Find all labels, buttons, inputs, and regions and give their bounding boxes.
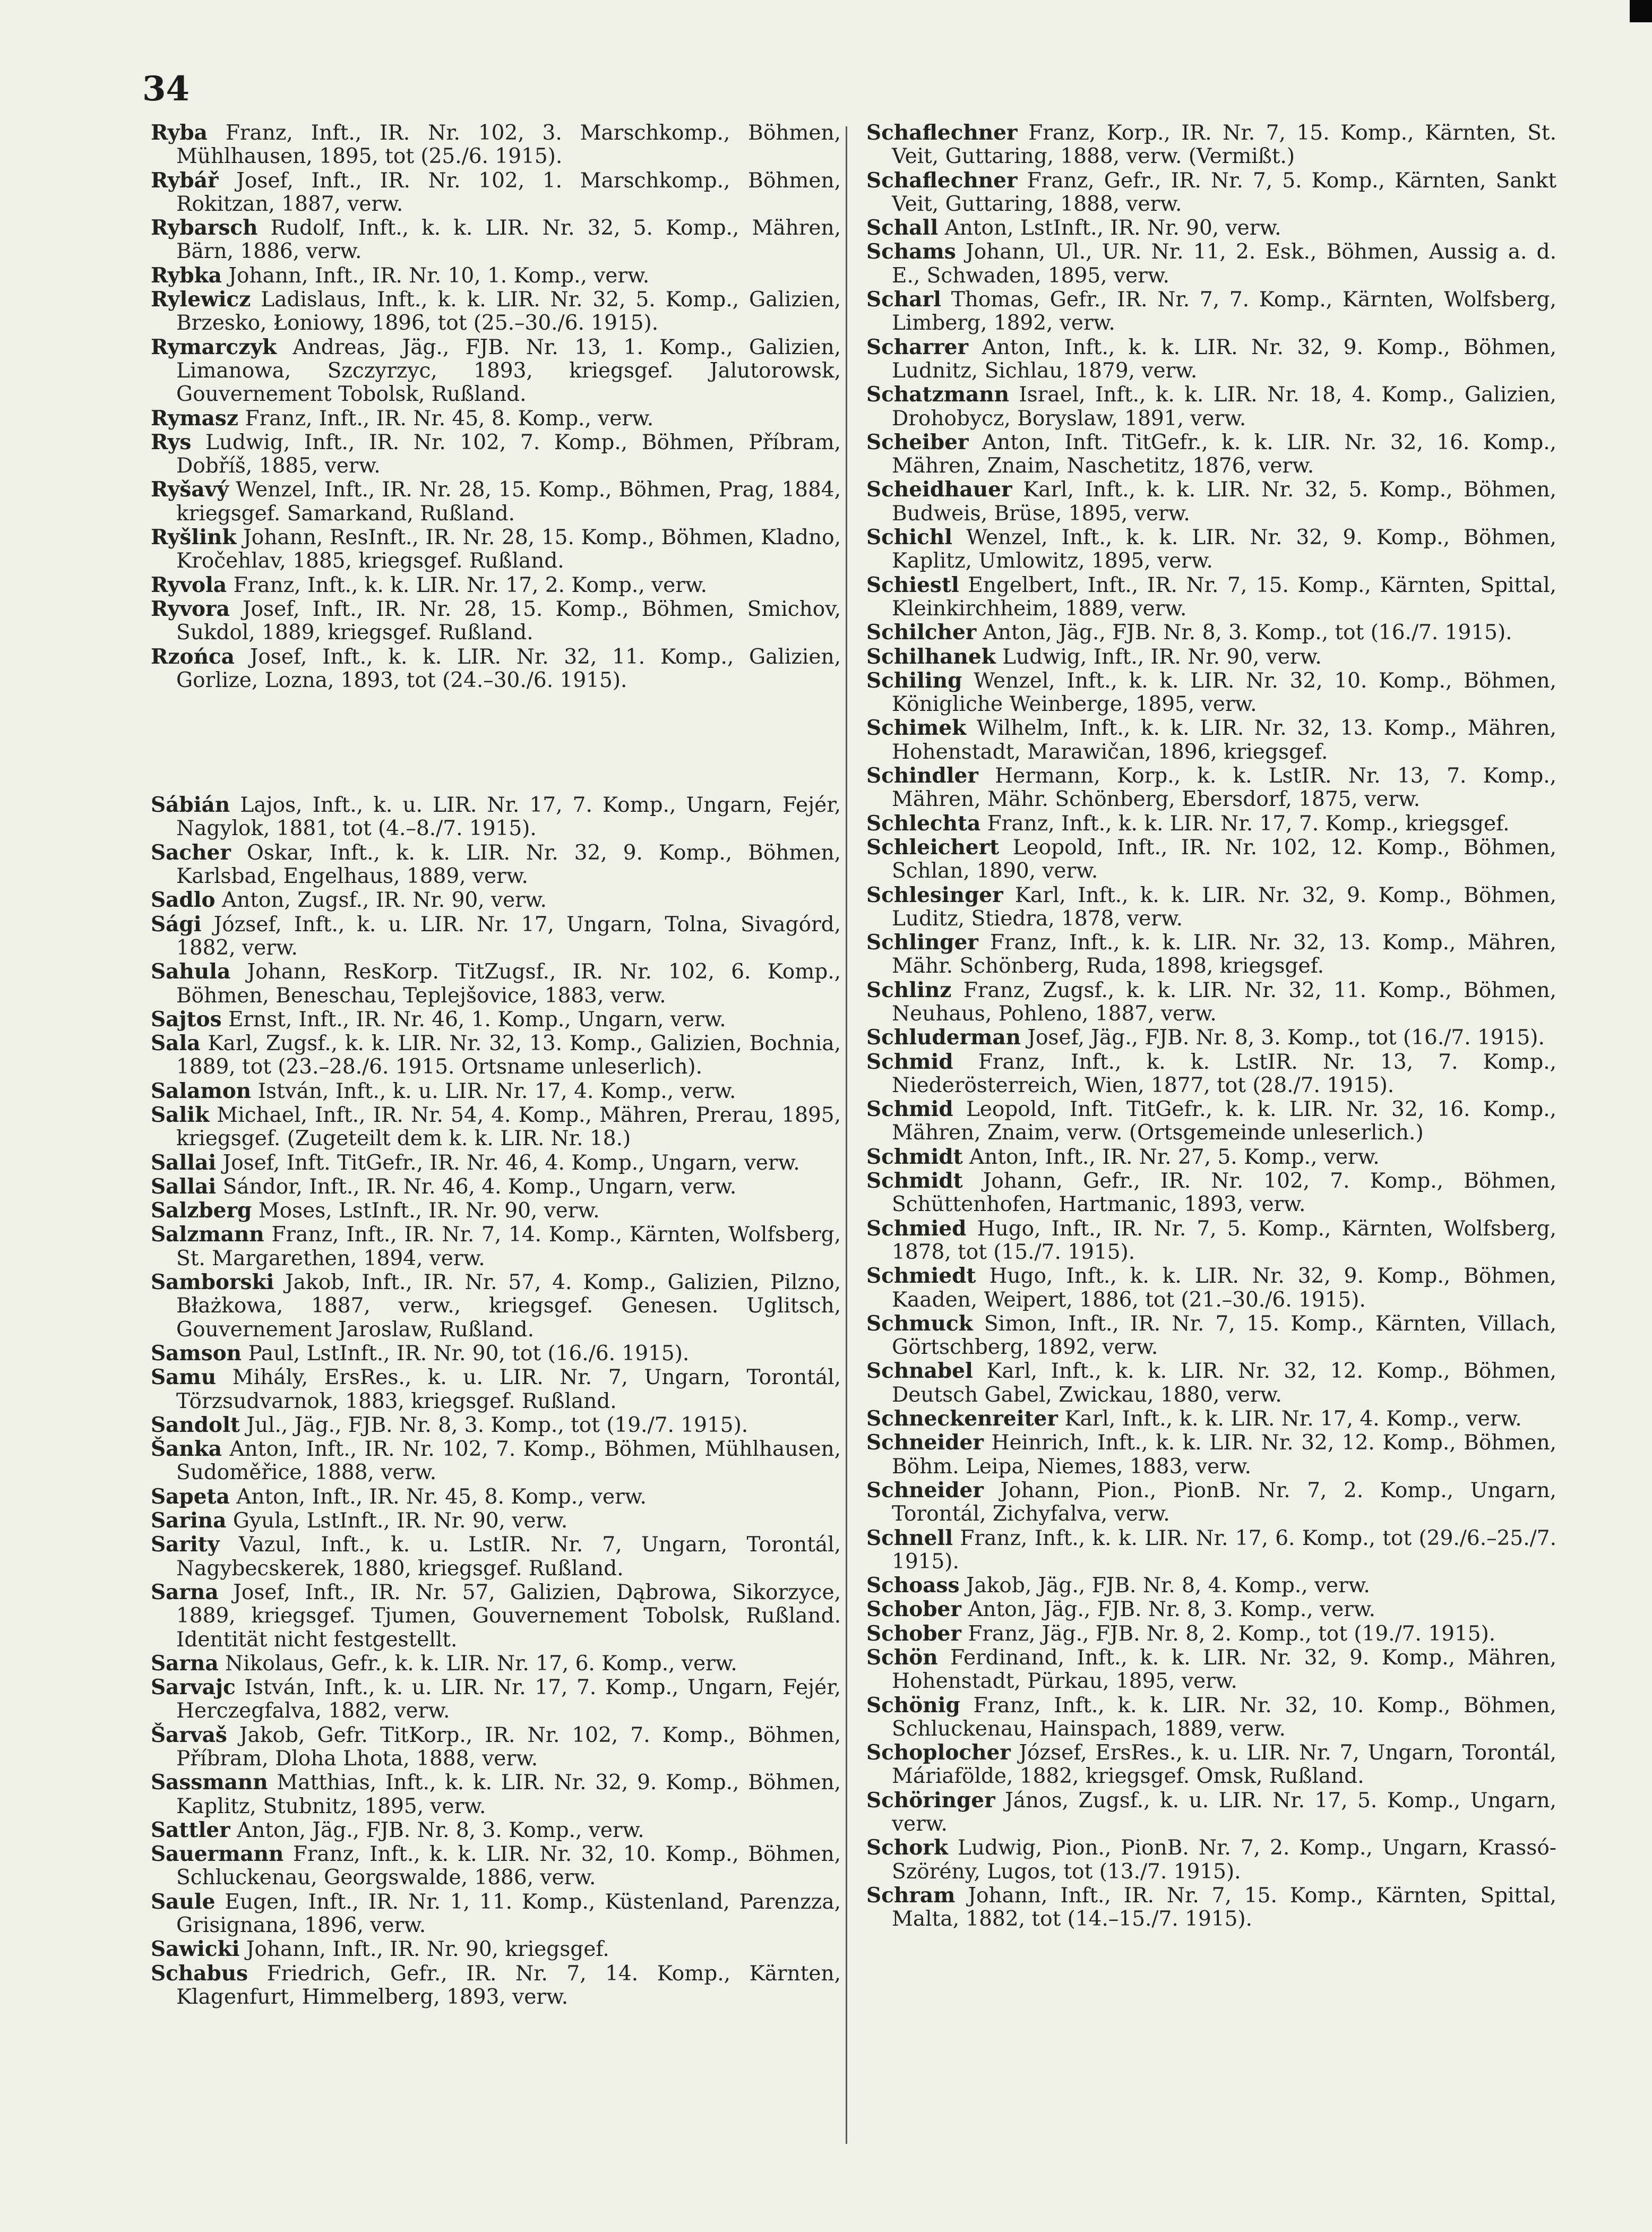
entry-surname: Salik [151, 1102, 210, 1127]
register-entry [866, 1407, 1556, 1431]
register-entry [866, 1598, 1556, 1621]
entry-details: Jakob, Jäg., FJB. Nr. 8, 4. Komp., verw. [966, 1574, 1370, 1598]
entry-details: Anton, Jäg., FJB. Nr. 8, 3. Komp., verw. [237, 1818, 644, 1842]
entry-details: Josef, Inft., IR. Nr. 57, Galizien, Dąbrowa, Sikorzyce, 1889, kriegsgef. Tjumen, Gouvernement Tobolsk, Rußland. Identität nicht festgestellt. [176, 1580, 841, 1652]
entry-surname: Schmied [866, 1216, 967, 1241]
register-entry [151, 1937, 841, 1961]
entry-details: Lajos, Inft., k. u. LIR. Nr. 17, 7. Komp., Ungarn, Fejér, Nagylok, 1881, tot (4.–8./7. 1915). [176, 793, 841, 841]
entry-details: Anton, Inft., IR. Nr. 45, 8. Komp., verw. [236, 1484, 647, 1509]
register-entry [151, 1079, 841, 1103]
entry-surname: Rzońca [151, 644, 235, 669]
register-entry [151, 1533, 841, 1581]
entry-surname: Schluderman [866, 1025, 1021, 1050]
entry-details: Johann, Ul., UR. Nr. 11, 2. Esk., Böhmen, Aussig a. d. E., Schwaden, 1895, verw. [892, 240, 1556, 288]
entry-surname: Sarna [151, 1651, 219, 1676]
register-entry [151, 1771, 841, 1818]
entry-details: Johann, ResInft., IR. Nr. 28, 15. Komp., Böhmen, Kladno, Kročehlav, 1885, kriegsgef. Rußland. [176, 526, 841, 573]
register-entry [866, 978, 1556, 1026]
entry-details: Leopold, Inft., IR. Nr. 102, 12. Komp., Böhmen, Schlan, 1890, verw. [892, 835, 1556, 883]
register-entry [151, 1485, 841, 1509]
entry-surname: Schneider [866, 1430, 984, 1455]
entry-details: Friedrich, Gefr., IR. Nr. 7, 14. Komp., Kärnten, Klagenfurt, Himmelberg, 1893, verw. [176, 1961, 841, 2009]
entry-details: Franz, Zugsf., k. k. LIR. Nr. 32, 11. Komp., Böhmen, Neuhaus, Pohleno, 1887, verw. [892, 978, 1556, 1026]
entry-details: Franz, Korp., IR. Nr. 7, 15. Komp., Kärnten, St. Veit, Guttaring, 1888, verw. (Vermißt.) [892, 121, 1556, 169]
entry-details: Franz, Inft., k. k. LIR. Nr. 17, 7. Komp., kriegsgef. [987, 811, 1510, 836]
register-entry [866, 526, 1556, 573]
entry-surname: Schlesinger [866, 882, 1003, 907]
entry-surname: Schatzmann [866, 382, 1009, 407]
register-entry [151, 1199, 841, 1223]
entry-details: Rudolf, Inft., k. k. LIR. Nr. 32, 5. Komp., Mähren, Bärn, 1886, verw. [176, 216, 841, 264]
register-entry [866, 336, 1556, 383]
entry-details: Franz, Gefr., IR. Nr. 7, 5. Komp., Kärnten, Sankt Veit, Guttaring, 1888, verw. [892, 168, 1556, 216]
entry-details: Engelbert, Inft., IR. Nr. 7, 15. Komp., Kärnten, Spittal, Kleinkirchheim, 1889, verw. [892, 573, 1556, 621]
entry-details: Gyula, LstInft., IR. Nr. 90, verw. [233, 1509, 568, 1533]
entry-details: Josef, Inft., IR. Nr. 102, 1. Marschkomp., Böhmen, Rokitzan, 1887, verw. [176, 168, 841, 216]
entry-details: Matthias, Inft., k. k. LIR. Nr. 32, 9. Komp., Böhmen, Kaplitz, Stubnitz, 1895, verw. [176, 1771, 841, 1818]
entry-details: Paul, LstInft., IR. Nr. 90, tot (16./6. 1915). [248, 1341, 690, 1366]
register-entry [866, 1097, 1556, 1145]
entry-surname: Sandolt [151, 1412, 240, 1437]
entry-details: Nikolaus, Gefr., k. k. LIR. Nr. 17, 6. Komp., verw. [225, 1651, 737, 1676]
entry-details: Michael, Inft., IR. Nr. 54, 4. Komp., Mähren, Prerau, 1895, kriegsgef. (Zugeteilt dem k. k. LIR. Nr. 18.) [176, 1103, 841, 1151]
entry-details: Thomas, Gefr., IR. Nr. 7, 7. Komp., Kärnten, Wolfsberg, Limberg, 1892, verw. [892, 288, 1556, 336]
entry-details: Franz, Inft., IR. Nr. 102, 3. Marschkomp., Böhmen, Mühlhausen, 1895, tot (25./6. 1915). [176, 121, 841, 169]
register-entry [866, 931, 1556, 978]
entry-surname: Schön [866, 1645, 938, 1670]
entry-surname: Ryšavý [151, 477, 229, 502]
entry-details: Franz, Inft., k. k. LstIR. Nr. 13, 7. Komp., Niederösterreich, Wien, 1877, tot (28./7. 1915). [892, 1050, 1556, 1097]
entry-details: Heinrich, Inft., k. k. LIR. Nr. 32, 12. Komp., Böhmen, Böhm. Leipa, Niemes, 1883, verw. [892, 1431, 1556, 1479]
left-column [151, 121, 841, 2009]
register-entry [151, 121, 841, 169]
entry-surname: Schlinger [866, 930, 978, 955]
entry-surname: Sallai [151, 1150, 217, 1175]
entry-details: Ferdinand, Inft., k. k. LIR. Nr. 32, 9. Komp., Mähren, Hohenstadt, Pürkau, 1895, verw. [892, 1646, 1556, 1694]
entry-details: Israel, Inft., k. k. LIR. Nr. 18, 4. Komp., Galizien, Drohobycz, Boryslaw, 1891, verw. [892, 383, 1556, 431]
page-number: 34 [142, 69, 190, 109]
register-entry [866, 1026, 1556, 1050]
entry-surname: Sarvajc [151, 1675, 236, 1700]
entry-surname: Sallai [151, 1174, 217, 1199]
entry-details: Simon, Inft., IR. Nr. 7, 15. Komp., Kärnten, Villach, Görtschberg, 1892, verw. [892, 1311, 1556, 1360]
register-entry [866, 1646, 1556, 1694]
entry-details: János, Zugsf., k. u. LIR. Nr. 17, 5. Komp., Ungarn, verw. [892, 1788, 1556, 1836]
entry-surname: Scharrer [866, 334, 968, 359]
entry-details: Jakob, Gefr. TitKorp., IR. Nr. 102, 7. Komp., Böhmen, Příbram, Dloha Lhota, 1888, verw. [176, 1723, 841, 1771]
entry-surname: Sadlo [151, 888, 216, 913]
register-entry [866, 621, 1556, 645]
register-entry [151, 336, 841, 407]
entry-surname: Schiling [866, 668, 962, 693]
register-entry [151, 264, 841, 288]
register-entry [151, 888, 841, 912]
register-entry [866, 240, 1556, 288]
entry-surname: Sala [151, 1031, 201, 1056]
register-entry [151, 793, 841, 841]
register-entry [866, 573, 1556, 621]
entry-details: Anton, LstInft., IR. Nr. 90, verw. [944, 216, 1281, 241]
entry-surname: Schaflechner [866, 121, 1018, 145]
entry-details: Wilhelm, Inft., k. k. LIR. Nr. 32, 13. Komp., Mähren, Hohenstadt, Marawičan, 1896, kriegsgef. [892, 716, 1556, 764]
entry-details: Anton, Zugsf., IR. Nr. 90, verw. [221, 888, 547, 913]
entry-surname: Schichl [866, 525, 952, 550]
entry-details: Wenzel, Inft., k. k. LIR. Nr. 32, 10. Komp., Böhmen, Königliche Weinberge, 1895, verw. [892, 668, 1556, 717]
entry-details: Anton, Inft., k. k. LIR. Nr. 32, 9. Komp., Böhmen, Ludnitz, Sichlau, 1879, verw. [892, 335, 1557, 383]
register-entry [866, 1145, 1556, 1169]
register-entry [866, 1431, 1556, 1479]
entry-surname: Schober [866, 1621, 961, 1646]
register-entry [151, 1818, 841, 1842]
entry-surname: Rybarsch [151, 216, 258, 241]
register-entry [151, 1342, 841, 1366]
entry-surname: Rymarczyk [151, 334, 277, 359]
entry-details: Sándor, Inft., IR. Nr. 46, 4. Komp., Ungarn, verw. [222, 1174, 737, 1199]
entry-surname: Schilcher [866, 620, 977, 645]
register-entry [151, 478, 841, 526]
register-entry [866, 1574, 1556, 1598]
entry-surname: Salzmann [151, 1222, 264, 1247]
entry-details: Moses, LstInft., IR. Nr. 90, verw. [258, 1199, 600, 1223]
entry-surname: Schleichert [866, 835, 1000, 860]
entry-surname: Salzberg [151, 1198, 252, 1223]
entry-surname: Schram [866, 1883, 956, 1908]
register-entry [151, 169, 841, 217]
entry-surname: Schmiedt [866, 1264, 976, 1289]
register-entry [866, 216, 1556, 240]
entry-details: Mihály, ErsRes., k. u. LIR. Nr. 7, Ungarn, Torontál, Törzsudvarnok, 1883, kriegsgef. Rußland. [176, 1366, 841, 1413]
entry-details: Wenzel, Inft., IR. Nr. 28, 15. Komp., Böhmen, Prag, 1884, kriegsgef. Samarkand, Rußland. [176, 478, 841, 526]
entry-details: Karl, Inft., k. k. LIR. Nr. 32, 12. Komp., Böhmen, Deutsch Gabel, Zwickau, 1880, verw. [892, 1359, 1556, 1407]
entry-surname: Šanka [151, 1437, 222, 1462]
register-entry [866, 431, 1556, 478]
entry-surname: Scheidhauer [866, 477, 1012, 502]
entry-surname: Sarity [151, 1532, 220, 1557]
entry-surname: Schindler [866, 763, 978, 788]
entry-details: Franz, Inft., k. k. LIR. Nr. 32, 10. Komp., Böhmen, Schluckenau, Hainspach, 1889, verw. [892, 1693, 1556, 1741]
entry-details: Eugen, Inft., IR. Nr. 1, 11. Komp., Küstenland, Parenzza, Grisignana, 1896, verw. [176, 1890, 841, 1938]
entry-details: István, Inft., k. u. LIR. Nr. 17, 4. Komp., verw. [257, 1079, 736, 1103]
entry-surname: Schoass [866, 1573, 960, 1598]
entry-details: Oskar, Inft., k. k. LIR. Nr. 32, 9. Komp., Böhmen, Karlsbad, Engelhaus, 1889, verw. [176, 840, 841, 889]
left-entries-s [151, 793, 841, 2009]
entry-surname: Schaflechner [866, 168, 1018, 193]
entry-surname: Salamon [151, 1078, 252, 1103]
entry-surname: Sahula [151, 959, 231, 984]
entry-details: Johann, ResKorp. TitZugsf., IR. Nr. 102, 6. Komp., Böhmen, Beneschau, Teplejšovice, 1883, verw. [176, 960, 841, 1008]
entry-details: Ernst, Inft., IR. Nr. 46, 1. Komp., Ungarn, verw. [228, 1007, 726, 1032]
entry-details: Vazul, Inft., k. u. LstIR. Nr. 7, Ungarn, Torontál, Nagybecskerek, 1880, kriegsgef. Rußland. [176, 1533, 841, 1581]
left-entries-r [151, 121, 841, 692]
entry-surname: Rybář [151, 168, 219, 193]
entry-details: Josef, Inft., k. k. LIR. Nr. 32, 11. Komp., Galizien, Gorlize, Lozna, 1893, tot (24.–30./6. 1915). [176, 645, 841, 692]
entry-surname: Schneckenreiter [866, 1406, 1058, 1431]
register-entry [151, 1151, 841, 1175]
register-entry [151, 1509, 841, 1533]
entry-surname: Sajtos [151, 1007, 222, 1032]
register-entry [151, 1676, 841, 1723]
entry-surname: Sattler [151, 1817, 230, 1842]
register-entry [866, 383, 1556, 431]
entry-surname: Schmuck [866, 1311, 973, 1336]
entry-details: István, Inft., k. u. LIR. Nr. 17, 7. Komp., Ungarn, Fejér, Herczegfalva, 1882, verw. [176, 1676, 841, 1723]
scan-corner-marker [1630, 0, 1652, 22]
register-entry [866, 883, 1556, 931]
entry-details: Ludwig, Pion., PionB. Nr. 7, 2. Komp., Ungarn, Krassó-Szörény, Lugos, tot (13./7. 1915). [892, 1836, 1556, 1884]
entry-details: Franz, Jäg., FJB. Nr. 8, 2. Komp., tot (19./7. 1915). [968, 1621, 1496, 1646]
register-entry [866, 645, 1556, 669]
entry-surname: Samborski [151, 1270, 274, 1295]
entry-details: Johann, Inft., IR. Nr. 7, 15. Komp., Kärnten, Spittal, Malta, 1882, tot (14.–15./7. 1915). [892, 1883, 1557, 1931]
entry-surname: Schönig [866, 1693, 960, 1718]
entry-surname: Sauermann [151, 1842, 284, 1867]
register-entry [866, 1884, 1556, 1931]
register-entry [866, 1169, 1556, 1217]
right-column [866, 121, 1556, 1931]
entry-details: Johann, Inft., IR. Nr. 10, 1. Komp., verw. [228, 263, 650, 288]
entry-surname: Ryvora [151, 596, 230, 621]
register-entry [151, 407, 841, 431]
entry-surname: Ryvola [151, 572, 227, 597]
entry-surname: Sapeta [151, 1484, 230, 1509]
entry-surname: Sassmann [151, 1770, 268, 1795]
entry-surname: Schams [866, 239, 956, 264]
entry-surname: Schlechta [866, 811, 981, 836]
entry-surname: Sarna [151, 1579, 219, 1604]
register-entry [151, 1962, 841, 2010]
entry-details: Hugo, Inft., k. k. LIR. Nr. 32, 9. Komp., Böhmen, Kaaden, Weipert, 1886, tot (21.–30./6. 1915). [892, 1264, 1556, 1312]
entry-details: Ludwig, Inft., IR. Nr. 90, verw. [1002, 645, 1322, 669]
register-entry [866, 1836, 1556, 1884]
register-entry [866, 1359, 1556, 1407]
register-entry [866, 669, 1556, 717]
entry-details: Leopold, Inft. TitGefr., k. k. LIR. Nr. 32, 16. Komp., Mähren, Znaim, verw. (Ortsgemeinde unleserlich.) [892, 1097, 1556, 1145]
register-entry [151, 1270, 841, 1342]
register-entry [866, 1694, 1556, 1741]
entry-details: Franz, Inft., IR. Nr. 45, 8. Komp., verw. [245, 406, 654, 431]
register-entry [866, 1789, 1556, 1836]
register-entry [151, 597, 841, 645]
register-entry [151, 1223, 841, 1270]
register-entry [866, 288, 1556, 336]
entry-details: Johann, Pion., PionB. Nr. 7, 2. Komp., Ungarn, Torontál, Zichyfalva, verw. [892, 1478, 1556, 1526]
entry-details: Karl, Inft., k. k. LIR. Nr. 17, 4. Komp., verw. [1064, 1407, 1522, 1431]
register-entry [151, 1890, 841, 1938]
entry-surname: Ryba [151, 121, 208, 145]
register-entry [151, 288, 841, 336]
register-entry [866, 1526, 1556, 1574]
register-entry [151, 526, 841, 573]
entry-surname: Sawicki [151, 1937, 240, 1962]
register-entry [151, 1652, 841, 1676]
register-entry [151, 1032, 841, 1079]
register-entry [151, 1437, 841, 1485]
entry-surname: Rys [151, 430, 192, 454]
register-entry [151, 1008, 841, 1032]
entry-details: Franz, Inft., k. k. LIR. Nr. 32, 10. Komp., Böhmen, Schluckenau, Georgswalde, 1886, verw. [176, 1842, 841, 1890]
entry-details: Karl, Inft., k. k. LIR. Nr. 32, 9. Komp., Böhmen, Luditz, Stiedra, 1878, verw. [892, 883, 1556, 931]
entry-surname: Sági [151, 912, 202, 937]
entry-surname: Rymasz [151, 406, 239, 431]
register-entry [151, 1842, 841, 1890]
entry-details: Hugo, Inft., IR. Nr. 7, 5. Komp., Kärnten, Wolfsberg, 1878, tot (15./7. 1915). [892, 1216, 1556, 1264]
entry-surname: Scheiber [866, 430, 969, 454]
register-entry [866, 716, 1556, 764]
register-entry [866, 121, 1556, 169]
entry-surname: Schlinz [866, 977, 952, 1002]
register-entry [151, 841, 841, 889]
entry-surname: Samu [151, 1365, 217, 1390]
entry-details: Johann, Inft., IR. Nr. 90, kriegsgef. [246, 1937, 609, 1962]
register-entry [866, 764, 1556, 812]
register-entry [866, 169, 1556, 217]
entry-surname: Rybka [151, 263, 222, 288]
register-entry [866, 1264, 1556, 1312]
entry-details: Franz, Inft., IR. Nr. 7, 14. Komp., Kärnten, Wolfsberg, St. Margarethen, 1894, verw. [176, 1223, 841, 1270]
register-entry [866, 478, 1556, 526]
entry-details: Andreas, Jäg., FJB. Nr. 13, 1. Komp., Galizien, Limanowa, Szczyrzyc, 1893, kriegsgef. Jalutorowsk, Gouvernement Tobolsk, Rußland. [176, 335, 841, 407]
entry-details: Karl, Zugsf., k. k. LIR. Nr. 32, 13. Komp., Galizien, Bochnia, 1889, tot (23.–28./6. 1915. Ortsname unleserlich). [176, 1032, 841, 1079]
register-entry [866, 1741, 1556, 1789]
register-entry [151, 216, 841, 264]
entry-details: Anton, Inft., IR. Nr. 102, 7. Komp., Böhmen, Mühlhausen, Sudoměřice, 1888, verw. [176, 1437, 841, 1485]
entry-details: József, ErsRes., k. u. LIR. Nr. 7, Ungarn, Torontál, Máriafölde, 1882, kriegsgef. Omsk, Rußland. [892, 1741, 1556, 1789]
entry-details: Ladislaus, Inft., k. k. LIR. Nr. 32, 5. Komp., Galizien, Brzesko, Łoniowy, 1896, tot (25.–30./6. 1915). [176, 288, 841, 336]
entry-surname: Sacher [151, 840, 231, 865]
register-entry [151, 1366, 841, 1413]
entry-surname: Ryšlink [151, 525, 237, 550]
register-entry [151, 913, 841, 960]
entry-surname: Samson [151, 1341, 242, 1366]
entry-surname: Schiestl [866, 572, 959, 597]
register-entry [866, 1622, 1556, 1646]
entry-surname: Schober [866, 1597, 961, 1622]
register-entry [151, 431, 841, 478]
entry-details: Franz, Inft., k. k. LIR. Nr. 32, 13. Komp., Mähren, Mähr. Schönberg, Ruda, 1898, kriegsgef. [892, 931, 1556, 978]
entry-details: Anton, Inft. TitGefr., k. k. LIR. Nr. 32, 16. Komp., Mähren, Znaim, Naschetitz, 1876, verw. [892, 430, 1556, 478]
entry-details: Josef, Inft., IR. Nr. 28, 15. Komp., Böhmen, Smichov, Sukdol, 1889, kriegsgef. Rußland. [176, 597, 841, 645]
register-entry [151, 1413, 841, 1437]
entry-surname: Schnabel [866, 1359, 973, 1384]
register-entry [151, 645, 841, 693]
entry-surname: Sábián [151, 793, 230, 818]
register-entry [151, 1581, 841, 1652]
entry-details: Josef, Inft. TitGefr., IR. Nr. 46, 4. Komp., Ungarn, verw. [222, 1151, 800, 1175]
entry-surname: Scharl [866, 287, 941, 312]
register-entry [151, 1723, 841, 1771]
entry-details: Jakob, Inft., IR. Nr. 57, 4. Komp., Galizien, Pilzno, Błażkowa, 1887, verw., kriegsgef. Genesen. Uglitsch, Gouvernement Jaroslaw, Rußland. [176, 1270, 841, 1342]
entry-surname: Sarina [151, 1508, 227, 1533]
entry-details: Anton, Inft., IR. Nr. 27, 5. Komp., verw. [969, 1145, 1380, 1169]
entry-surname: Schabus [151, 1961, 248, 1986]
entry-details: Franz, Inft., k. k. LIR. Nr. 17, 6. Komp., tot (29./6.–25./7. 1915). [892, 1526, 1556, 1574]
entry-surname: Schmid [866, 1049, 953, 1074]
entry-surname: Saule [151, 1889, 216, 1914]
entry-details: Hermann, Korp., k. k. LstIR. Nr. 13, 7. Komp., Mähren, Mähr. Schönberg, Ebersdorf, 1875, verw. [892, 764, 1556, 812]
register-entry [866, 812, 1556, 836]
entry-details: Johann, Gefr., IR. Nr. 102, 7. Komp., Böhmen, Schüttenhofen, Hartmanic, 1893, verw. [892, 1169, 1556, 1217]
entry-details: Karl, Inft., k. k. LIR. Nr. 32, 5. Komp., Böhmen, Budweis, Brüse, 1895, verw. [892, 478, 1556, 526]
entry-surname: Šarvaš [151, 1722, 227, 1747]
register-entry [151, 1175, 841, 1199]
entry-details: Anton, Jäg., FJB. Nr. 8, 3. Komp., tot (16./7. 1915). [983, 621, 1512, 645]
entry-details: József, Inft., k. u. LIR. Nr. 17, Ungarn, Tolna, Sivagórd, 1882, verw. [176, 912, 841, 960]
entry-surname: Schork [866, 1835, 948, 1860]
entry-surname: Schneider [866, 1478, 984, 1503]
entry-surname: Rylewicz [151, 287, 251, 312]
entry-surname: Schmid [866, 1097, 953, 1122]
entry-surname: Schnell [866, 1525, 953, 1550]
entry-details: Wenzel, Inft., k. k. LIR. Nr. 32, 9. Komp., Böhmen, Kaplitz, Umlowitz, 1895, verw. [892, 526, 1556, 573]
entry-surname: Schimek [866, 716, 967, 741]
entry-surname: Schmidt [866, 1169, 963, 1194]
entry-details: Josef, Jäg., FJB. Nr. 8, 3. Komp., tot (16./7. 1915). [1027, 1026, 1545, 1050]
register-entry [866, 1050, 1556, 1098]
entry-details: Anton, Jäg., FJB. Nr. 8, 3. Komp., verw. [968, 1598, 1375, 1622]
entry-details: Franz, Inft., k. k. LIR. Nr. 17, 2. Komp., verw. [233, 573, 708, 597]
entry-surname: Schmidt [866, 1144, 963, 1169]
entry-surname: Schöringer [866, 1788, 995, 1813]
register-entry [151, 1103, 841, 1151]
column-divider [846, 126, 847, 2144]
register-entry [151, 573, 841, 597]
register-entry [866, 1217, 1556, 1265]
register-entry [866, 1312, 1556, 1360]
right-entries-sch [866, 121, 1556, 1931]
entry-surname: Schilhanek [866, 644, 996, 669]
section-gap [151, 692, 841, 793]
register-entry [866, 1479, 1556, 1526]
register-entry [866, 836, 1556, 883]
register-entry [151, 960, 841, 1008]
entry-surname: Schall [866, 216, 939, 241]
entry-details: Ludwig, Inft., IR. Nr. 102, 7. Komp., Böhmen, Příbram, Dobříš, 1885, verw. [176, 430, 841, 478]
entry-details: Jul., Jäg., FJB. Nr. 8, 3. Komp., tot (19./7. 1915). [246, 1413, 748, 1437]
entry-surname: Schoplocher [866, 1740, 1011, 1765]
